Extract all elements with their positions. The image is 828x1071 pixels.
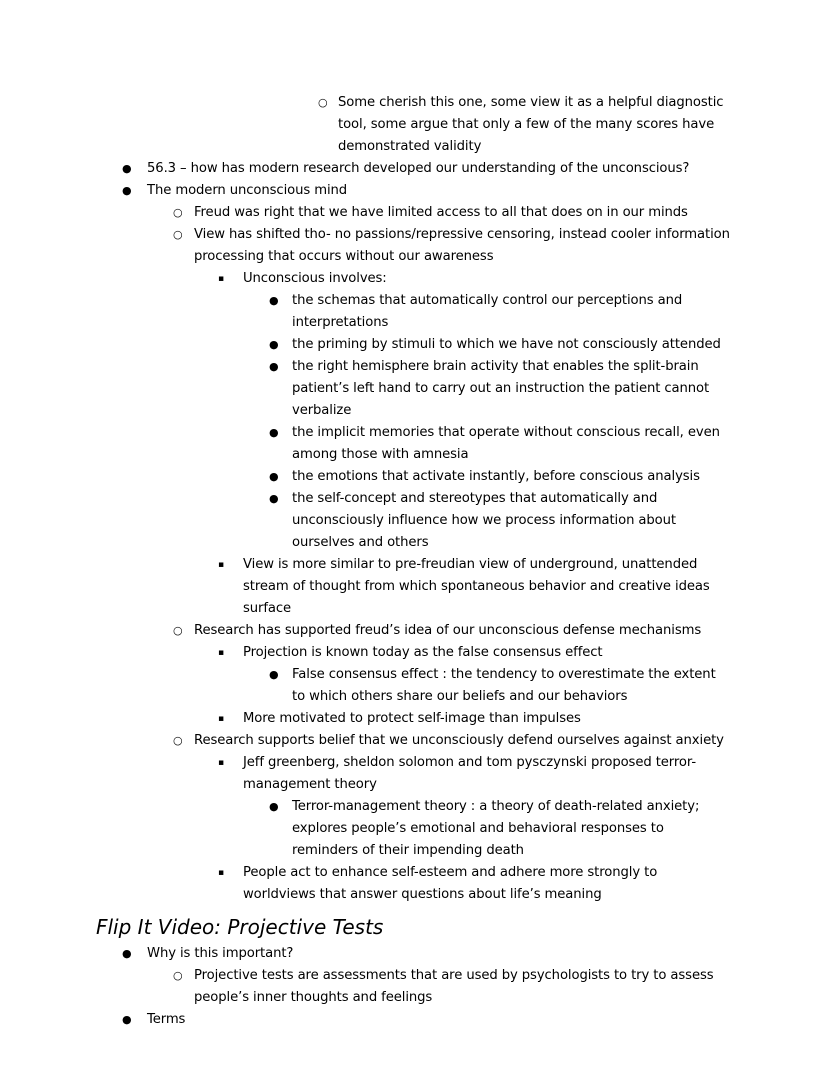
bullet-circle-icon: ○ <box>173 624 183 637</box>
outline-item <box>0 752 828 796</box>
outline-item-text: 56.3 – how has modern research developed our understanding of the unconscious? <box>147 161 690 176</box>
outline-item <box>0 158 828 180</box>
bullet-disc-icon: ● <box>269 338 279 351</box>
bullet-square-icon: ▪ <box>218 274 224 284</box>
outline-item-text: Research supports belief that we unconsciously defend ourselves against anxiety <box>194 733 724 748</box>
outline-item-text: Projection is known today as the false consensus effect <box>243 645 603 660</box>
outline-item-text: Why is this important? <box>147 946 294 961</box>
outline-item <box>0 730 828 752</box>
bullet-disc-icon: ● <box>122 162 132 175</box>
bullet-disc-icon: ● <box>122 947 132 960</box>
outline-item <box>0 554 828 620</box>
bullet-disc-icon: ● <box>269 668 279 681</box>
outline-item <box>0 356 828 422</box>
outline-item-text: Unconscious involves: <box>243 271 387 286</box>
bullet-disc-icon: ● <box>269 294 279 307</box>
bullet-square-icon: ▪ <box>218 648 224 658</box>
outline-list <box>0 92 828 906</box>
section-outline-list <box>0 943 828 1031</box>
outline-item-text: Terror-management theory : a theory of death-related anxiety; explores people’s emotional and behavioral responses to reminders of their impending death <box>292 799 700 858</box>
outline-item <box>0 422 828 466</box>
outline-item <box>0 180 828 202</box>
outline-item-text: Jeff greenberg, sheldon solomon and tom pysczynski proposed terror-management theory <box>243 755 697 792</box>
bullet-circle-icon: ○ <box>173 206 183 219</box>
outline-item-text: Freud was right that we have limited access to all that does on in our minds <box>194 205 688 220</box>
bullet-circle-icon: ○ <box>173 228 183 241</box>
outline-item <box>0 708 828 730</box>
outline-item <box>0 488 828 554</box>
bullet-disc-icon: ● <box>269 426 279 439</box>
outline-item <box>0 224 828 268</box>
bullet-square-icon: ▪ <box>218 714 224 724</box>
document-body <box>0 92 828 1031</box>
outline-item <box>0 943 828 965</box>
outline-item <box>0 965 828 1009</box>
outline-item <box>0 862 828 906</box>
bullet-disc-icon: ● <box>269 360 279 373</box>
outline-item-text: People act to enhance self-esteem and adhere more strongly to worldviews that answer questions about life’s meaning <box>243 865 658 902</box>
bullet-disc-icon: ● <box>269 800 279 813</box>
outline-item <box>0 334 828 356</box>
outline-item-text: Terms <box>147 1012 186 1027</box>
section-heading-flip-it-video: Flip It Video: Projective Tests <box>96 915 384 939</box>
bullet-disc-icon: ● <box>269 470 279 483</box>
bullet-circle-icon: ○ <box>173 969 183 982</box>
outline-item <box>0 664 828 708</box>
bullet-square-icon: ▪ <box>218 758 224 768</box>
bullet-disc-icon: ● <box>269 492 279 505</box>
outline-item-text: the implicit memories that operate without conscious recall, even among those with amnesia <box>292 425 720 462</box>
outline-item-text: More motivated to protect self-image than impulses <box>243 711 581 726</box>
bullet-square-icon: ▪ <box>218 868 224 878</box>
outline-item <box>0 796 828 862</box>
outline-item-text: the schemas that automatically control our perceptions and interpretations <box>292 293 683 330</box>
outline-item <box>0 290 828 334</box>
outline-item-text: View has shifted tho- no passions/repressive censoring, instead cooler information processing that occurs without our awareness <box>194 227 730 264</box>
outline-item-text: Research has supported freud’s idea of our unconscious defense mechanisms <box>194 623 702 638</box>
bullet-square-icon: ▪ <box>218 560 224 570</box>
bullet-disc-icon: ● <box>122 184 132 197</box>
outline-item-text: False consensus effect : the tendency to overestimate the extent to which others share our beliefs and our behaviors <box>292 667 716 704</box>
outline-item-text: the emotions that activate instantly, before conscious analysis <box>292 469 700 484</box>
outline-item <box>0 92 828 158</box>
outline-item <box>0 268 828 290</box>
outline-item-text: the priming by stimuli to which we have not consciously attended <box>292 337 721 352</box>
bullet-disc-icon: ● <box>122 1013 132 1026</box>
outline-item-text: Projective tests are assessments that are used by psychologists to try to assess people’s inner thoughts and feelings <box>194 968 714 1005</box>
outline-item <box>0 620 828 642</box>
bullet-circle-icon: ○ <box>173 734 183 747</box>
outline-item <box>0 1009 828 1031</box>
outline-item <box>0 202 828 224</box>
bullet-circle-icon: ○ <box>318 96 328 109</box>
outline-item <box>0 466 828 488</box>
outline-item-text: The modern unconscious mind <box>147 183 348 198</box>
outline-item <box>0 642 828 664</box>
outline-item-text: Some cherish this one, some view it as a helpful diagnostic tool, some argue that only a few of the many scores have demonstrated validity <box>338 95 724 154</box>
outline-item-text: View is more similar to pre-freudian view of underground, unattended stream of thought from which spontaneous behavior and creative ideas surface <box>243 557 710 616</box>
outline-item-text: the self-concept and stereotypes that automatically and unconsciously influence how we process information about ourselves and others <box>292 491 676 550</box>
outline-item-text: the right hemisphere brain activity that enables the split-brain patient’s left hand to carry out an instruction the patient cannot verbalize <box>292 359 710 418</box>
